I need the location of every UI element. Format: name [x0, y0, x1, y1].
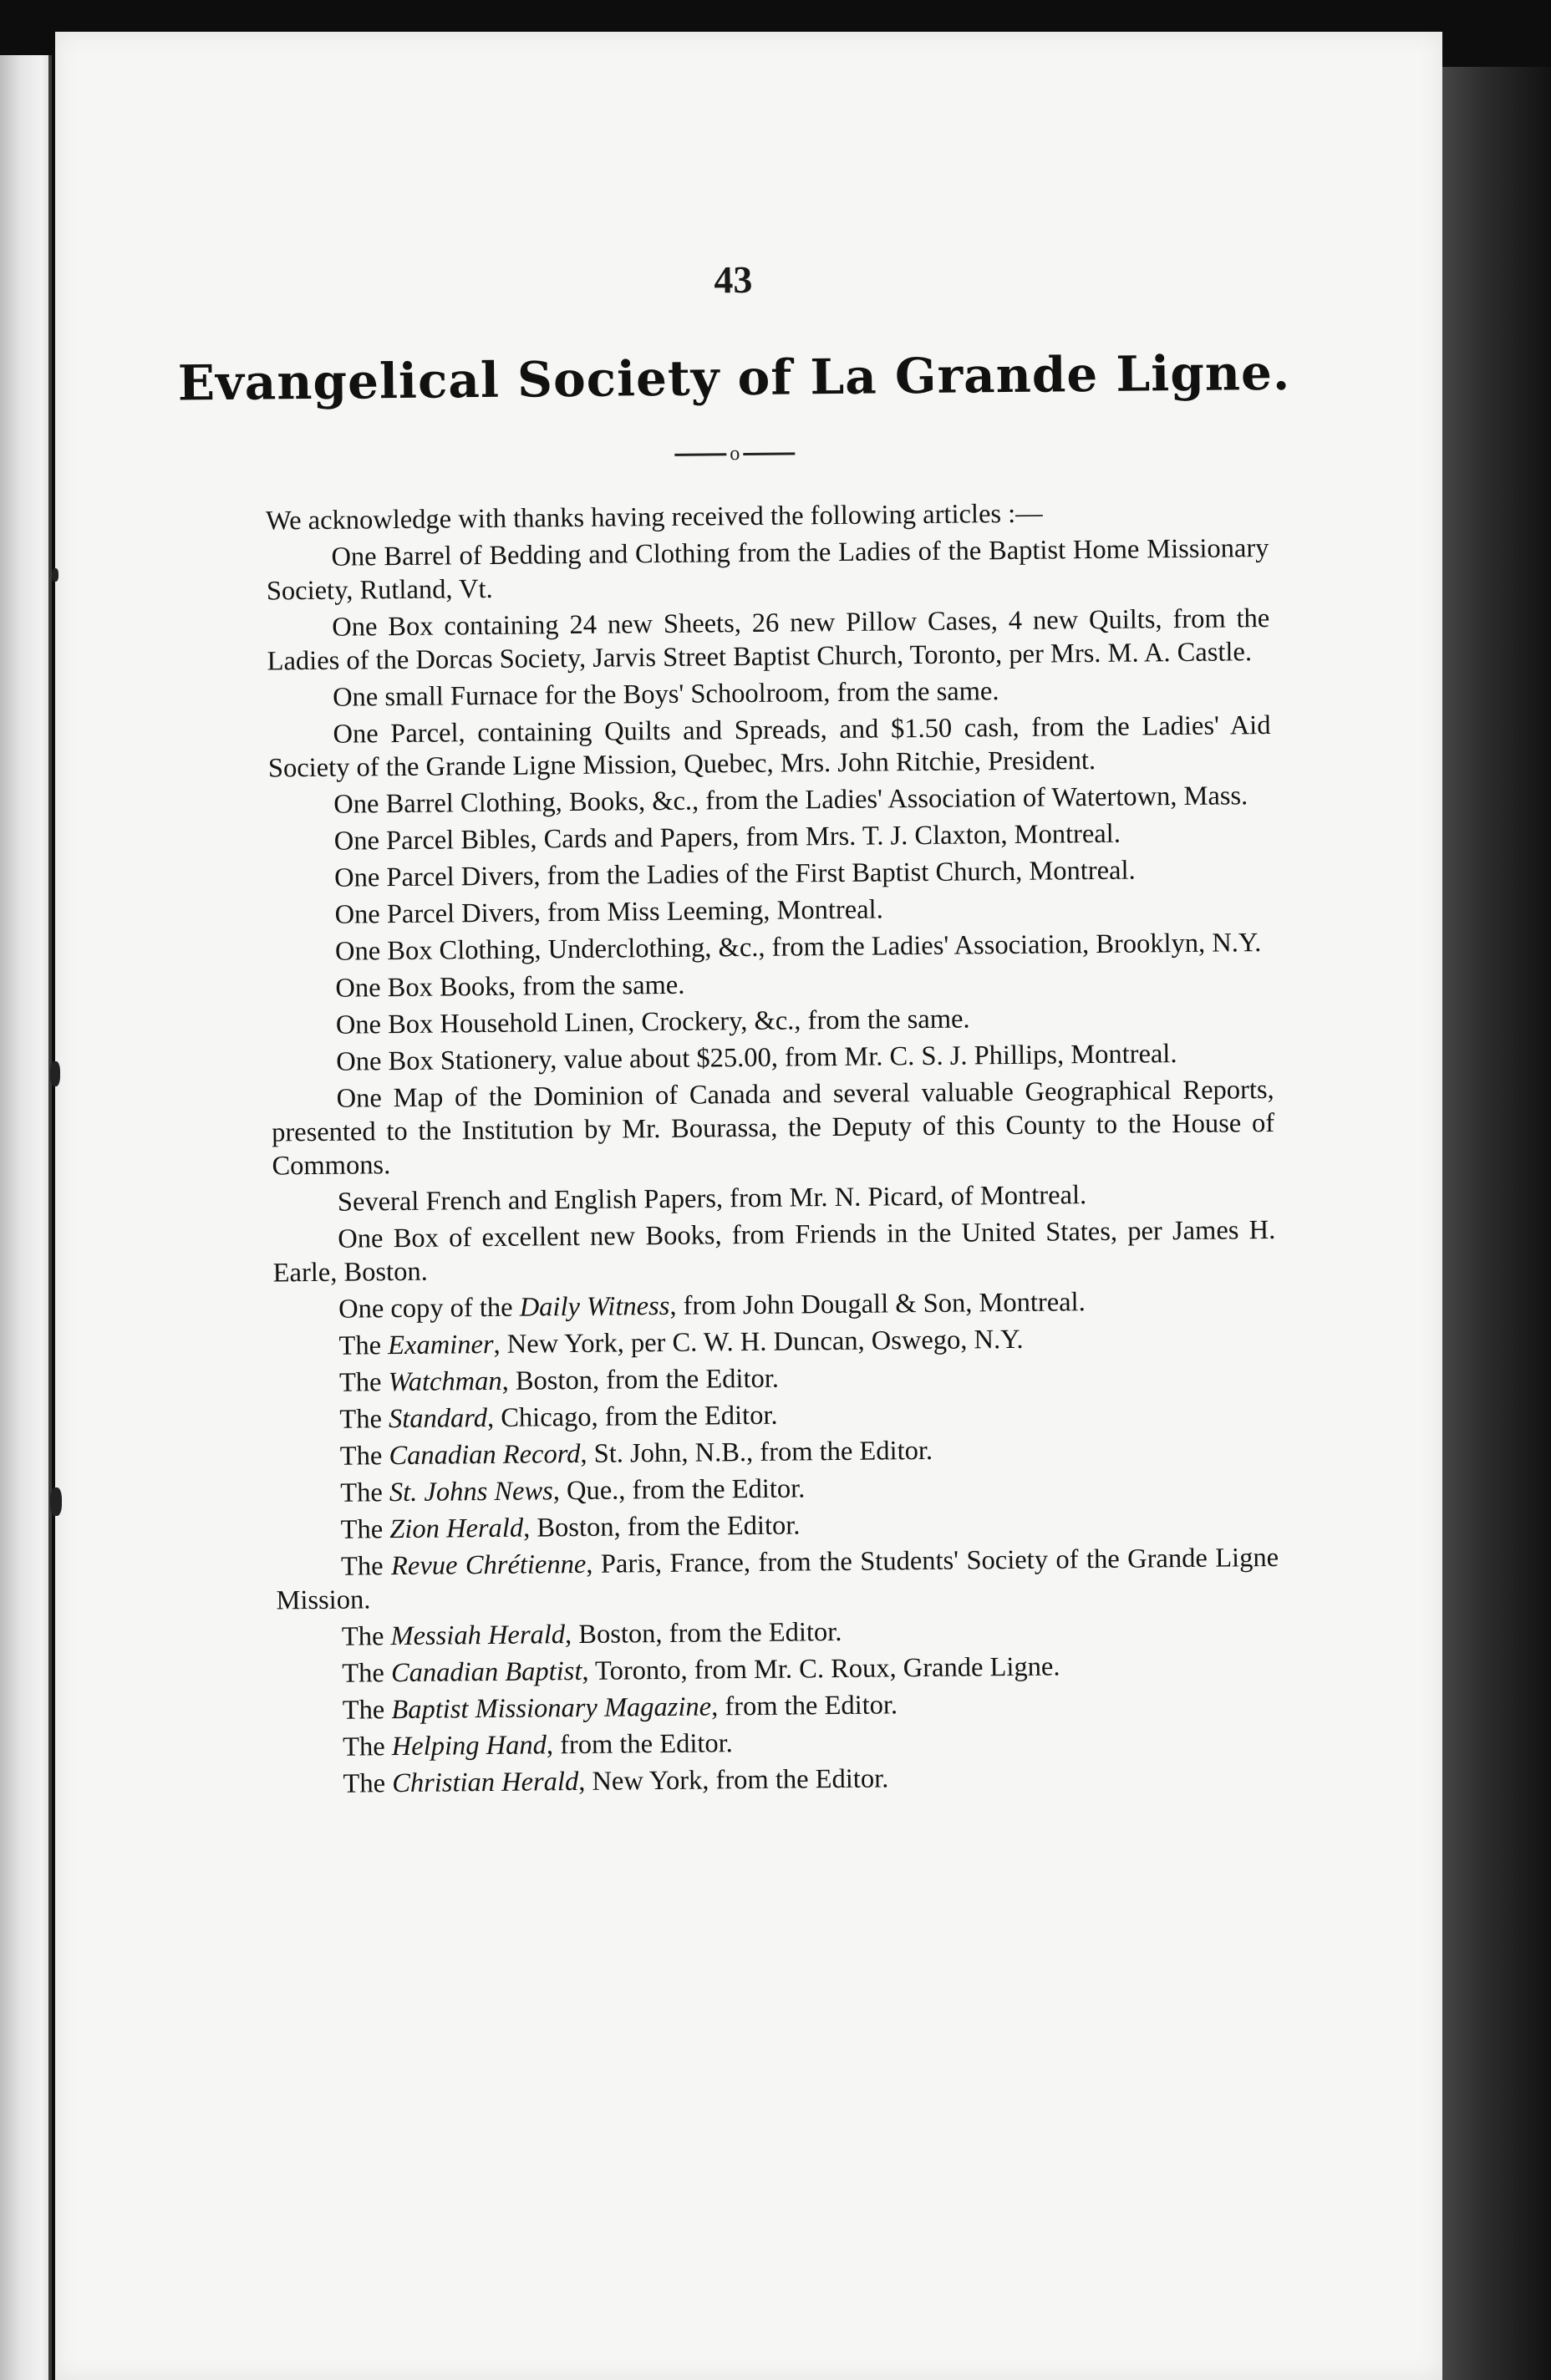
- publication-title: Watchman: [388, 1365, 502, 1398]
- page-title: Evangelical Society of La Grande Ligne.: [177, 343, 1291, 412]
- publication-title: St. Johns News: [389, 1476, 553, 1508]
- entry-text: The: [342, 1658, 392, 1689]
- entry-paragraph: [273, 1320, 1276, 1364]
- entry-source: , New York, from the Editor.: [578, 1763, 889, 1797]
- title-divider: [55, 433, 1420, 471]
- entry-source: , from John Dougall & Son, Montreal.: [669, 1287, 1086, 1321]
- entry-paragraph: [269, 816, 1272, 859]
- previous-page-edge: [0, 55, 52, 2380]
- publication-title: Christian Herald: [392, 1766, 579, 1799]
- entry-source: , from the Editor.: [710, 1690, 898, 1722]
- publication-title: Examiner: [388, 1329, 494, 1361]
- entry-text: One Parcel, containing Quilts and Spreads, and $1.50 cash, from the Ladies' Aid Society of the Grande Ligne Mission, Quebec, Mrs. John Ritchie, President.: [267, 709, 1271, 784]
- entry-source: , Boston, from the Editor.: [522, 1510, 801, 1543]
- entry-paragraph: [267, 672, 1270, 715]
- entry-paragraph: [275, 1504, 1278, 1548]
- publication-title: Daily Witness: [519, 1290, 670, 1323]
- publication-title: Helping Hand: [391, 1730, 547, 1762]
- entry-paragraph: [272, 1177, 1275, 1220]
- entry-text: One Parcel Divers, from the Ladies of the First Baptist Church, Montreal.: [334, 855, 1136, 893]
- entry-paragraph: [277, 1648, 1279, 1691]
- entry-text: One Parcel Divers, from Miss Leeming, Montreal.: [334, 894, 883, 930]
- entry-paragraph: [272, 1213, 1276, 1290]
- entry-text: The: [339, 1441, 389, 1472]
- entry-text: One Box Books, from the same.: [335, 969, 685, 1004]
- entry-text: One Box Household Linen, Crockery, &c., from the same.: [335, 1004, 970, 1040]
- binding-mark: [50, 1488, 62, 1516]
- divider-bar-left: [674, 453, 726, 456]
- entry-paragraph: [274, 1357, 1277, 1401]
- entry-paragraph: [276, 1541, 1279, 1618]
- entry-text: One Barrel of Bedding and Clothing from the Ladies of the Baptist Home Missionary Society, Rutland, Vt.: [266, 532, 1269, 607]
- entry-source: , Chicago, from the Editor.: [486, 1400, 778, 1434]
- entry-paragraph: [272, 1073, 1275, 1183]
- entry-source: , Boston, from the Editor.: [564, 1616, 842, 1650]
- entry-paragraph: [275, 1467, 1278, 1511]
- entry-source: , New York, per C. W. H. Duncan, Oswego, N.Y.: [493, 1324, 1024, 1360]
- entry-paragraph: [268, 779, 1271, 822]
- entry-text: The: [341, 1621, 391, 1652]
- publication-title: Standard: [388, 1403, 488, 1435]
- entry-text: One Box Stationery, value about $25.00, from Mr. C. S. J. Phillips, Montreal.: [336, 1039, 1177, 1077]
- entry-paragraph: [269, 852, 1272, 896]
- divider-ornament: o: [730, 442, 740, 465]
- entry-paragraph: [271, 999, 1274, 1043]
- entry-paragraph: [273, 1284, 1276, 1327]
- publication-title: Canadian Record: [389, 1438, 581, 1472]
- intro-paragraph: We acknowledge with thanks having received the following articles :—: [265, 498, 1043, 537]
- acknowledgement-list: [266, 495, 1281, 1804]
- publication-title: Messiah Herald: [390, 1620, 566, 1652]
- entry-paragraph: [271, 1036, 1274, 1080]
- entry-source: , Boston, from the Editor.: [501, 1363, 780, 1396]
- page-number: 43: [714, 257, 753, 302]
- divider-bar-right: [743, 452, 795, 455]
- binding-mark: [50, 1061, 60, 1086]
- entries-container: [266, 531, 1280, 1801]
- entry-source: , Paris, France, from the Students' Society of the Grande Ligne Mission.: [276, 1542, 1279, 1616]
- entry-paragraph: [269, 889, 1272, 933]
- entry-paragraph: [266, 531, 1269, 608]
- publication-title: Revue Chrétienne: [390, 1549, 587, 1582]
- entry-paragraph: [275, 1431, 1278, 1474]
- scanned-page: [55, 32, 1442, 2380]
- entry-text: One Map of the Dominion of Canada and several valuable Geographical Reports, presented to the Institution by Mr. Bourassa, the Deputy of this County to the House of Commons.: [271, 1074, 1275, 1182]
- entry-text: The: [342, 1695, 392, 1726]
- publication-title: Canadian Baptist: [390, 1655, 582, 1689]
- entry-text: One small Furnace for the Boys' Schoolroom, from the same.: [332, 676, 999, 713]
- entry-text: The: [339, 1404, 389, 1435]
- entry-paragraph: [270, 926, 1273, 969]
- entry-paragraph: [277, 1611, 1279, 1655]
- entry-text: Several French and English Papers, from Mr. N. Picard, of Montreal.: [337, 1180, 1087, 1218]
- entry-text: The: [342, 1732, 392, 1762]
- entry-paragraph: [267, 709, 1271, 786]
- entry-text: One Box containing 24 new Sheets, 26 new Pillow Cases, 4 new Quilts, from the Ladies of the Dorcas Society, Jarvis Street Baptist Church, Toronto, per Mrs. M. A. Castle.: [267, 603, 1270, 677]
- entry-text: One Box of excellent new Books, from Friends in the United States, per James H. Earle, Boston.: [272, 1214, 1276, 1289]
- page-gutter-line: [48, 55, 52, 2380]
- entry-text: One copy of the: [338, 1292, 520, 1325]
- entry-text: The: [338, 1330, 389, 1361]
- entry-text: The: [340, 1551, 392, 1582]
- entry-text: One Box Clothing, Underclothing, &c., from the Ladies' Association, Brooklyn, N.Y.: [334, 928, 1262, 967]
- entry-text: One Barrel Clothing, Books, &c., from the Ladies' Association of Watertown, Mass.: [333, 781, 1248, 820]
- page-content: [55, 32, 1442, 2380]
- binding-mark: [52, 568, 58, 582]
- entry-source: , from the Editor.: [546, 1728, 733, 1761]
- entry-paragraph: [270, 963, 1273, 1006]
- entry-paragraph: [277, 1758, 1280, 1802]
- entry-text: The: [343, 1768, 393, 1799]
- entry-source: , St. John, N.B., from the Editor.: [580, 1435, 933, 1469]
- publication-title: Baptist Missionary Magazine: [391, 1691, 712, 1726]
- entry-source: , Que., from the Editor.: [552, 1473, 806, 1507]
- entry-text: One Parcel Bibles, Cards and Papers, from Mrs. T. J. Claxton, Montreal.: [333, 818, 1121, 857]
- publication-title: Zion Herald: [389, 1513, 524, 1545]
- entry-text: The: [338, 1367, 389, 1398]
- page-stack-shadow: [1436, 67, 1551, 2380]
- entry-paragraph: [277, 1721, 1280, 1765]
- entry-paragraph: [274, 1394, 1277, 1437]
- entry-text: The: [340, 1477, 390, 1508]
- entry-source: , Toronto, from Mr. C. Roux, Grande Ligne.: [582, 1651, 1060, 1686]
- entry-paragraph: [277, 1685, 1280, 1728]
- entry-text: The: [340, 1514, 390, 1545]
- entry-paragraph: [267, 602, 1270, 679]
